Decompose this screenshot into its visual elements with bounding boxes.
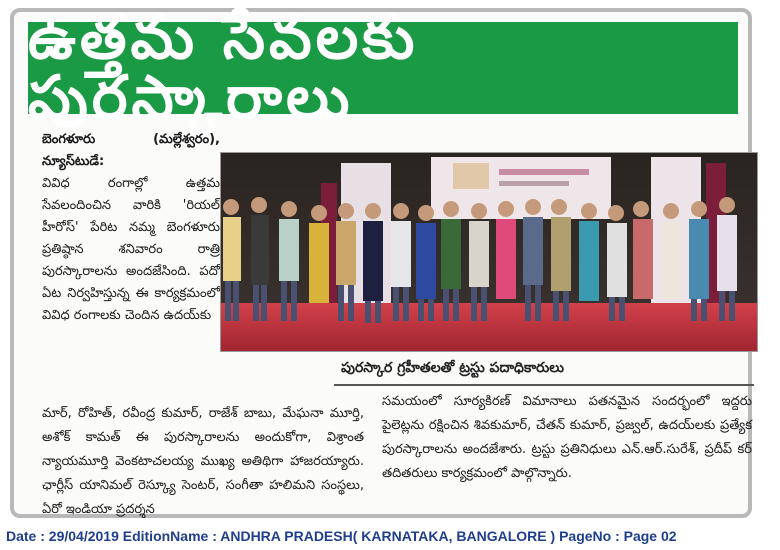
photo-caption: పురస్కార గ్రహీతలతో ట్రస్టు పదాధికారులు [341, 360, 564, 376]
headline-banner [28, 3, 738, 133]
article-column-text: వివిధ రంగాల్లో ఉత్తమ సేవలందించిన వారికి 'రియల్ హీరోస్' పేరిట నమ్మ బెంగళూరు ప్రతిష్ఠాన శనివారం రాత్రి పురస్కారాలను అందజేసింది. పదో ఏట నిర్వహిస్తున్న ఈ కార్యక్రమంలో వివిధ రంగాలకు చెందిన ఉదయ్‌కు [42, 176, 220, 323]
award-ceremony-photo [220, 152, 758, 352]
article-body-right: సమయంలో సూర్యకిరణ్ విమానాలు పతనమైన సందర్భంలో ఇద్దరు పైలెట్లను రక్షించిన శివకుమార్, చేతన్ కుమార్, ప్రజ్వల్, ఉదయ్‌లకు ప్రత్యేక పురస్కారాలను అందజేశారు. ట్రస్టు ప్రతినిధులు ఎన్.ఆర్.సురేశ్, ప్రదీప్ కర్ తదితరులు కార్యక్రమంలో పాల్గొన్నారు. [382, 394, 752, 481]
caption-divider [334, 384, 754, 386]
headline: ఉత్తమ సేవలకు పురస్కారాలు [28, 3, 419, 133]
article-body-left: మార్, రోహిత్, రవీంద్ర కుమార్, రాజేశ్ బాబు, మేఘనా మూర్తి, అశోక్ కామత్ ఈ పురస్కారాలను అందుకోగా, విశ్రాంత న్యాయమూర్తి వెంకటాచలయ్య ముఖ్య అతిథిగా హాజరయ్యారు. ఛార్లీస్ యానిమల్ రెస్క్యూ సెంటర్, సంగీతా హలిమని సంస్థలు, ఏరో ఇండియా ప్రదర్శన [42, 406, 364, 517]
dateline: బెంగళూరు (మల్లేశ్వరం), న్యూస్‌టుడే: [42, 132, 220, 169]
edition-footer: Date : 29/04/2019 EditionName : ANDHRA PRADESH( KARNATAKA, BANGALORE ) PageNo : Page 02 [6, 528, 677, 544]
newspaper-clipping [10, 3, 752, 518]
